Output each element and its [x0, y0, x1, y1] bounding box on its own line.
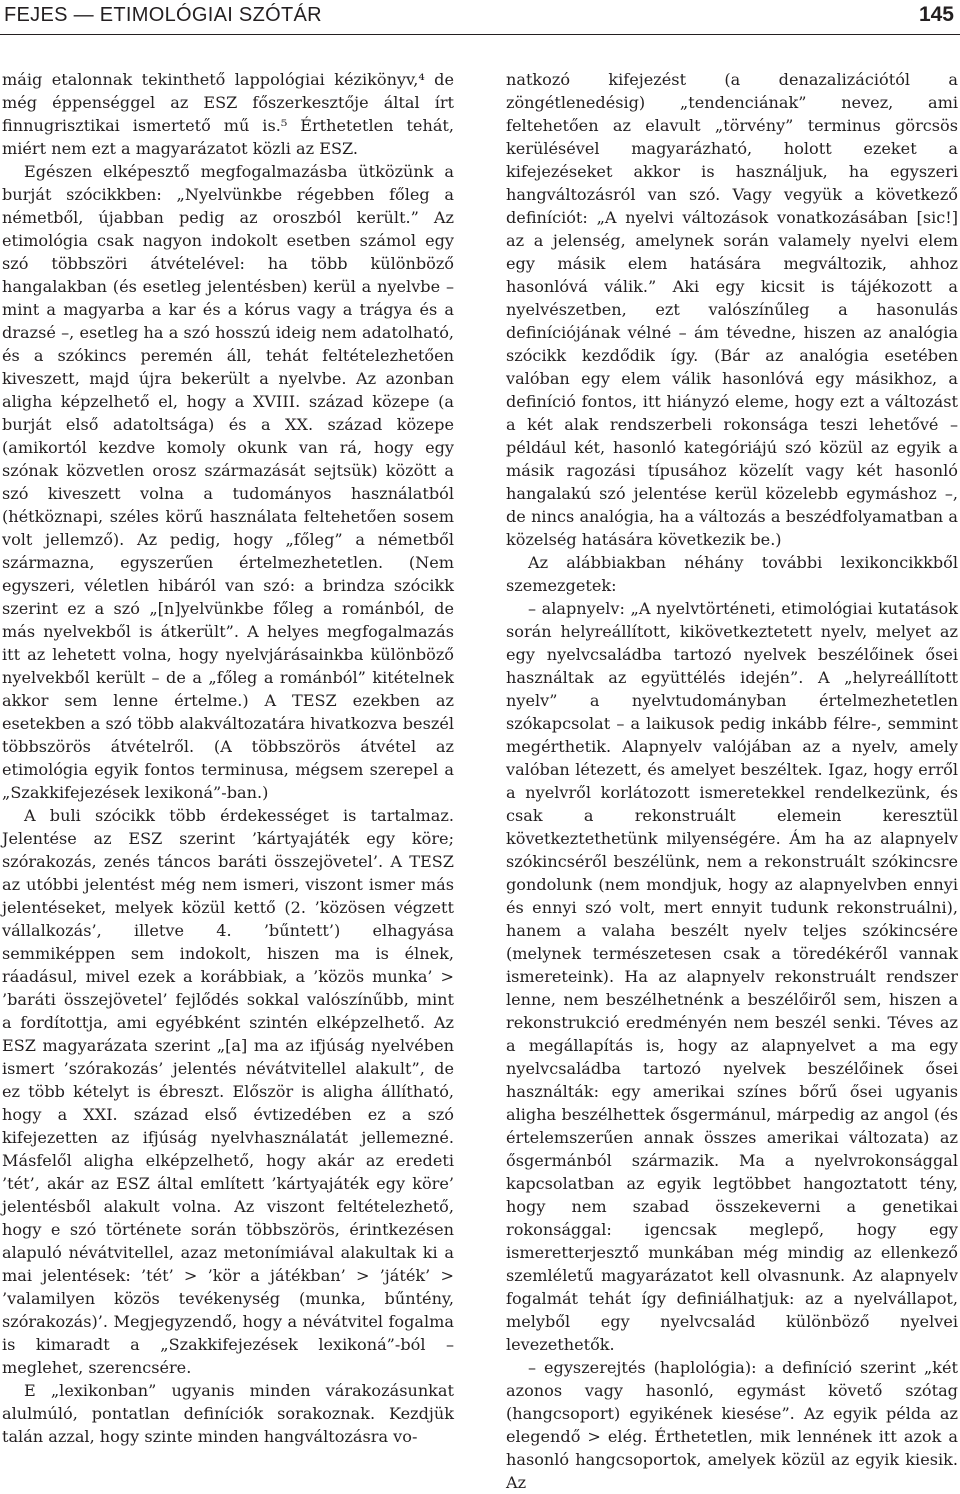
- paragraph: Egészen elképesztő megfogalmazásba ütközünk a burját szócikkben: „Nyelvünkbe régebben főleg a németből, újabban pedig az oroszból került.” Az etimológia csak nagyon indokolt esetben számol egy szó többszöri átvételével: ha több különböző hangalakban (és esetleg jelentésben) kerül a nyelvbe – mint a magyarba a kar és a kórus vagy a trágya és a drazsé –, esetleg ha a szó hosszú ideig nem adatolható, és a szókincs peremén áll, tehát feltételezhetően kiveszett, majd újra bekerült a nyelvbe. Az azonban aligha képzelhető el, hogy a XVIII. század közepe (a burját első adatoltsága) és a XX. század közepe (amikortól kezdve komoly okunk van rá, hogy egy szónak közvetlen orosz származását sejtsük) között a szó kiveszett volna a tudományos használatból (hétköznapi, széles körű használata feltehetően sosem volt jellemző). Az pedig, hogy „főleg” a németből származna, egyszerűen értelmezhetetlen. (Nem egyszeri, véletlen hibáról van szó: a brindza szócikk szerint ez a szó „[n]yelvünkbe főleg a románból, de más nyelvekből is átkerült”. A helyes megfogalmazás itt az lehetett volna, hogy nyelvjárásainkba különböző nyelvekből került – de a „főleg a románból” kitételnek akkor sem lenne értelme.) A TESZ ezekben az esetekben a szó több alakváltozatára hivatkozva beszél többszörös átvételről. (A többszörös átvétel az etimológia egyik fontos terminusa, mégsem szerepel a „Szakkifejezések lexikoná”-ban.): [2, 162, 454, 802]
- paragraph: Az alábbiakban néhány további lexikoncikkből szemezgetek:: [506, 553, 958, 595]
- right-column: [506, 68, 958, 1492]
- lexicon-entry-egyszerejtes: – egyszerejtés (haplológia): a definíció szerint „két azonos vagy hasonló, egymást követő szótag (hangcsoport) egyikének kiesése”. Az egyik példa az elegendő > elég. Érthetetlen, mik lennének itt azok a hasonló hangcsoportok, amelyek közül az egyik kiesik. Az: [506, 1358, 958, 1492]
- page-number: 145: [918, 3, 954, 26]
- lexicon-entry-alapnyelv: – alapnyelv: „A nyelvtörténeti, etimológiai kutatások során helyreállított, kikövetkeztetett nyelv, melyet az egy nyelvcsaládba tartozó nyelvek beszélőinek ősei használtak az együttélés idején”. A „helyreállított nyelv” a nyelvtudományban értelmezhetetlen szókapcsolat – a laikusok pedig inkább félre-, semmint megérthetik. Alapnyelv valójában az a nyelv, amely valóban létezett, és amelyet beszéltek. Igaz, hogy erről a nyelvről korlátozott ismeretekkel rendelkezünk, és csak a rekonstruált elemein keresztül következtethetünk milyenségére. Ám ha az alapnyelv szókincséről beszélünk, nem a rekonstruált szókincsre gondolunk (nem mondjuk, hogy az alapnyelvben ennyi és ennyi szó volt, mert ennyit tudunk rekonstruálni), hanem a valaha beszélt nyelv teljes szókincsére (melynek természetesen csak a töredékéről vannak ismereteink). Ha az alapnyelv rekonstruált rendszer lenne, nem beszélhetnénk a beszélőiről sem, hiszen a rekonstrukció eredményén nem beszél senki. Téves az a megállapítás is, hogy az alapnyelvet a ma egy nyelvcsaládba tartozó nyelvek beszélőinek ősei használták: egy amerikai színes bőrű ősei ugyanis aligha beszélhettek ősgermánul, márpedig az angol (és értelemszerűen annak összes amerikai változata) az ősgermánból származik. Ma a nyelvrokonsággal kapcsolatban az egyik legtöbbet hangoztatott tény, hogy nem szabad összekeverni a genetikai rokonsággal: igencsak meglepő, hogy egy ismeretterjesztő munkában még mindig az ellenkező szemléletű magyarázatot kell olvasnunk. Az alapnyelv fogalmát tehát így definiálhatjuk: az a nyelvállapot, melyből egy nyelvcsalád különböző nyelvei levezethetők.: [506, 599, 958, 1354]
- running-title: FEJES — ETIMOLÓGIAI SZÓTÁR: [4, 4, 322, 26]
- paragraph: A buli szócikk több érdekességet is tartalmaz. Jelentése az ESZ szerint ’kártyajáték egy köre; szórakozás, zenés táncos baráti összejövetel’. A TESZ az utóbbi jelentést még nem ismeri, viszont ismer más jelentéseket, melyek közül kettő (2. ’közösen végzett vállalkozás’, illetve 4. ’bűntett’) elhagyása semmiképpen sem indokolt, hiszen ma is élnek, ráadásul, mivel ezek a korábbiak, a ’közös munka’ > ’baráti összejövetel’ fejlődés sokkal valószínűbb, mint a fordítottja, ami egyébként szintén elképzelhető. Az ESZ magyarázata szerint „[a] ma az ifjúság nyelvében ismert ’szórakozás’ jelentés névátvitellel alakult”, de ez több kételyt is ébreszt. Először is aligha állítható, hogy a XXI. század első évtizedében ez a szó kifejezetten az ifjúság nyelvhasználatát jellemezné. Másfelől aligha elképzelhető, hogy akár az eredeti ’tét’, akár az ESZ által említett ’kártyajáték egy köre’ jelentésből alakult volna. Az viszont feltételezhető, hogy e szó története során többszörös, érintkezésen alapuló névátvitellel, azaz metonímiával alakultak ki a mai jelentések: ’tét’ > ’kör a játékban’ > ’játék’ > ’valamilyen közös tevékenység (munka, bűntény, szórakozás)’. Megjegyzendő, hogy a névátvitel fogalma is kimaradt a „Szakkifejezések lexikoná”-ból – meglehet, szerencsére.: [2, 806, 454, 1377]
- paragraph: E „lexikonban” ugyanis minden várakozásunkat alulmúló, pontatlan definíciók sorakoznak. Kezdjük talán azzal, hogy szinte minden hangváltozásra vo-: [2, 1381, 454, 1446]
- paragraph: máig etalonnak tekinthető lappológiai kézikönyv,⁴ de még éppenséggel az ESZ főszerkesztője által írt finnugrisztikai ismertető mű is.⁵ Érthetetlen tehát, miért nem ezt a magyarázatot közli az ESZ.: [2, 70, 454, 158]
- header-rule: [0, 34, 960, 35]
- paragraph: natkozó kifejezést (a denazalizációtól a zöngétlenedésig) „tendenciának” nevez, ami feltehetően az elavult „törvény” terminus görcsös kerülésével magyarázható, holott ezeket a kifejezéseket akkor is használjuk, ha egyszeri hangváltozásról van szó. Vagy vegyük a következő definíciót: „A nyelvi változások vonatkozásában [sic!] az a jelenség, amelynek során valamely nyelvi elem egy másik elem hatására megváltozik, ahhoz hasonlóvá válik.” Aki egy kicsit is tájékozott a nyelvészetben, ezt valószínűleg a hasonulás definíciójának vélné – ám tévedne, hiszen az analógia szócikk kezdődik így. (Bár az analógia esetében valóban egy elem válik hasonlóvá egy másikhoz, a definíció fontos, itt hiányzó eleme, hogy ezt a változást a két alak rendszerbeli rokonsága teszi lehetővé – például két, hasonló kategóriájú szó közül az egyik a másik ragozási típusához közelít vagy két hasonló hangalakú szó jelentése kerül közelebb egymáshoz –, de nincs analógia, ha a változás a beszédfolyamatban a közelség hatására következik be.): [506, 70, 958, 549]
- left-column: [2, 68, 454, 1446]
- running-header: [0, 0, 960, 36]
